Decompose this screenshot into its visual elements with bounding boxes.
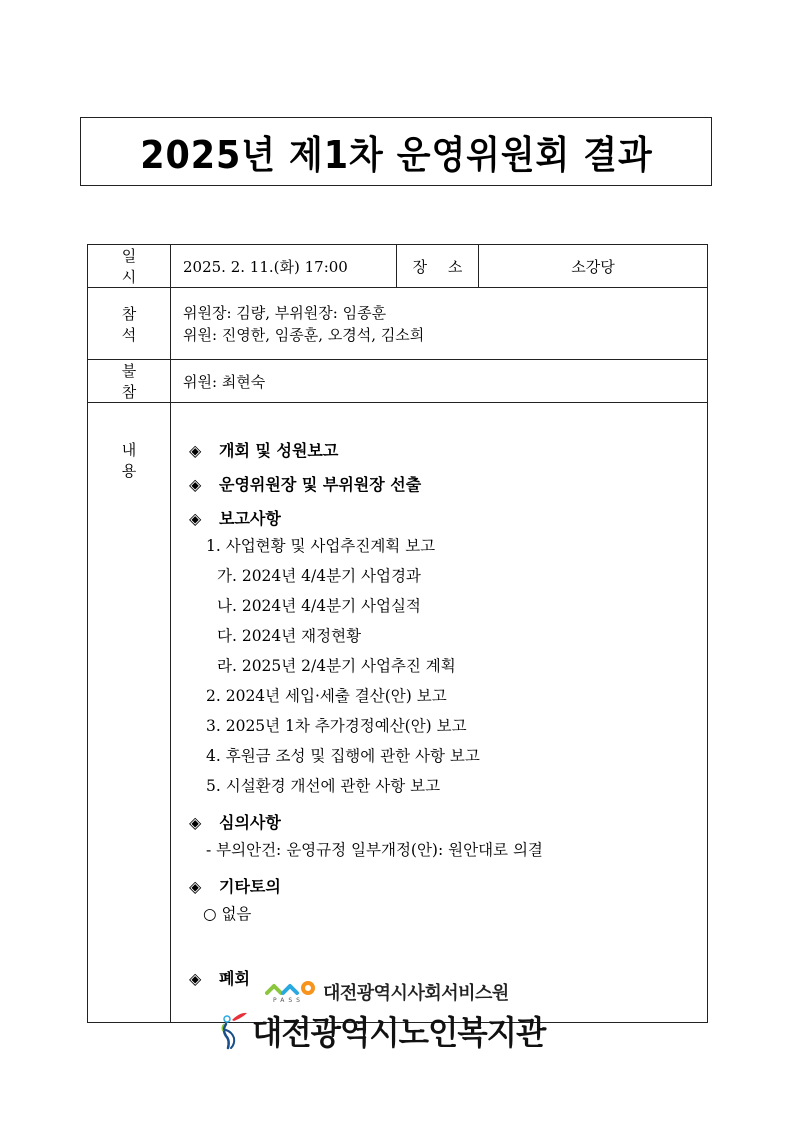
attendees-line-1: 위원장: 김량, 부위원장: 임종훈 (183, 303, 387, 322)
section-heading: 심의사항 (219, 812, 281, 832)
diamond-bullet-icon: ◈ (189, 876, 202, 896)
attendees-row (88, 288, 708, 360)
absent-row (88, 360, 708, 403)
list-item: 나. 2024년 4/4분기 사업실적 (217, 596, 421, 615)
content-body (171, 403, 708, 1023)
section-heading: 보고사항 (219, 508, 281, 528)
datetime-value: 2025. 2. 11.(화) 17:00 (171, 245, 397, 288)
pass-logo-icon (265, 979, 317, 1005)
datetime-row (88, 245, 708, 288)
section-heading: 개회 및 성원보고 (219, 440, 339, 460)
pass-label: PASS (273, 997, 304, 1004)
attendees-value (171, 288, 708, 360)
attendees-line-2: 위원: 진영한, 임종훈, 오경석, 김소희 (183, 325, 425, 344)
section-heading: 운영위원장 및 부위원장 선출 (219, 474, 422, 494)
attendees-label: 참 석 (88, 288, 171, 360)
list-item: 가. 2024년 4/4분기 사업경과 (217, 566, 421, 585)
section-election (189, 473, 707, 497)
org-name: 대전광역시노인복지관 (252, 1013, 546, 1052)
absent-value: 위원: 최현숙 (171, 360, 708, 403)
document-title: 2025년 제1차 운영위원회 결과 (139, 133, 653, 177)
parent-org-logo-row (265, 979, 509, 1005)
place-value: 소강당 (479, 245, 708, 288)
absent-label: 불 참 (88, 360, 171, 403)
diamond-bullet-icon: ◈ (189, 474, 202, 494)
diamond-bullet-icon: ◈ (189, 508, 202, 528)
section-other (189, 875, 707, 899)
content-row (88, 403, 708, 1023)
list-item: 3. 2025년 1차 추가경정예산(안) 보고 (206, 716, 467, 735)
list-item: 5. 시설환경 개선에 관한 사항 보고 (206, 776, 441, 795)
list-item: - 부의안건: 운영규정 일부개정(안): 원안대로 의결 (206, 840, 543, 859)
org-logo-row (218, 1007, 561, 1054)
section-heading: 폐회 (219, 968, 250, 988)
section-opening (189, 439, 707, 463)
diamond-bullet-icon: ◈ (189, 812, 202, 832)
title-box (80, 117, 712, 186)
diamond-bullet-icon: ◈ (189, 968, 202, 988)
senior-welfare-logo-icon (218, 1010, 248, 1052)
list-item: 2. 2024년 세입·세출 결산(안) 보고 (206, 686, 447, 705)
diamond-bullet-icon: ◈ (189, 440, 202, 460)
parent-org-name: 대전광역시사회서비스원 (323, 983, 509, 1004)
minutes-table (87, 244, 708, 1023)
content-label: 내 용 (88, 403, 171, 1023)
section-reports (189, 507, 707, 531)
list-item: ○ 없음 (203, 904, 252, 923)
list-item: 4. 후원금 조성 및 집행에 관한 사항 보고 (206, 746, 480, 765)
list-item: 다. 2024년 재정현황 (217, 626, 362, 645)
list-item: 라. 2025년 2/4분기 사업추진 계획 (217, 656, 456, 675)
section-deliberation (189, 811, 707, 835)
place-label: 장 소 (397, 245, 479, 288)
section-heading: 기타토의 (219, 876, 281, 896)
list-item: 1. 사업현황 및 사업추진계획 보고 (206, 536, 436, 555)
datetime-label: 일 시 (88, 245, 171, 288)
